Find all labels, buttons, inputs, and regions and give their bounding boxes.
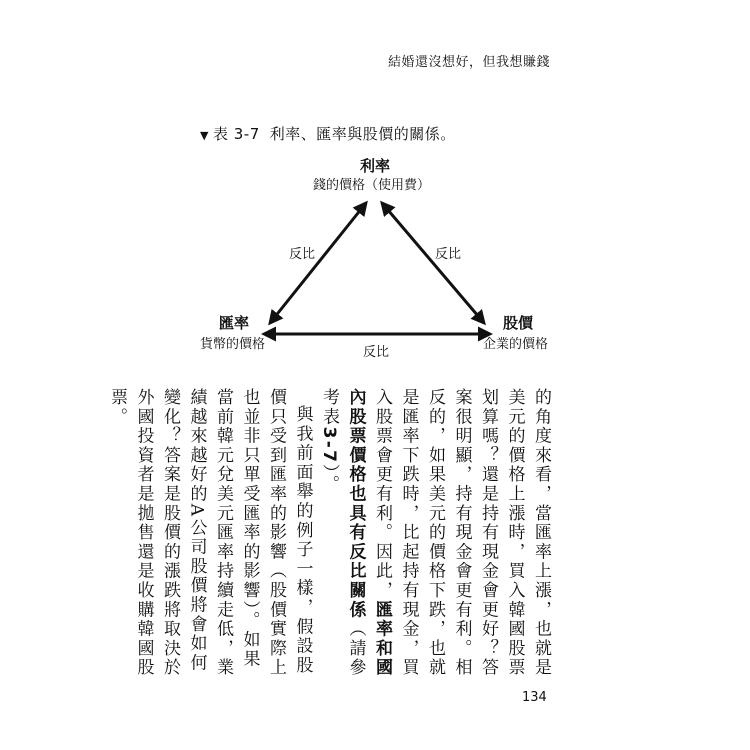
paragraph-text: 的角度來看，當匯率上漲，也就是美元的價格上漲時，買入韓國股票划算嗎？還是持有現金會更好？答案很明顯，持有現金會更有利。相反的，如果美元的價格下跌，也就是匯率下跌時，比起持有現金，買入股票會更有利。因此，	[372, 388, 551, 678]
edge-label-bottom: 反比	[363, 345, 390, 360]
node-interest-title: 利率	[360, 157, 391, 175]
triangle-marker-icon: ▼	[200, 129, 209, 142]
figure-reference: 3-7	[319, 426, 339, 465]
arrow-interest-exchange	[270, 203, 366, 323]
node-exchange-title: 匯率	[219, 314, 250, 332]
body-text	[104, 388, 555, 678]
paragraph	[316, 388, 555, 678]
emphasis-text: 匯率和國內股票價格也具有反比關係	[345, 388, 392, 678]
running-header: 結婚還沒想好，但我想賺錢	[387, 55, 550, 70]
node-interest-subtitle: 錢的價格（使用費）	[313, 178, 431, 193]
paragraph	[104, 388, 316, 678]
paragraph-text: ）。	[319, 464, 339, 495]
edge-label-left: 反比	[289, 247, 316, 262]
figure-label: 表 3-7	[212, 125, 260, 143]
node-stock-subtitle: 企業的價格	[483, 337, 549, 352]
edge-label-right: 反比	[435, 247, 462, 262]
page-number: 134	[522, 690, 547, 705]
paragraph-text: （請參考表	[319, 388, 366, 678]
node-stock-title: 股價	[503, 314, 534, 332]
paragraph-text: 與我前面舉的例子一樣，假設股價只受到匯率的影響（股價實際上也並非只單受匯率的影響）。如果當前韓元兌美元匯率持續走低，業績越來越好的A公司股價將會如何變化？答案是股價的漲跌將取決於外國投資者是拋售還是收購韓國股票。	[107, 388, 313, 678]
arrow-interest-stock	[382, 203, 484, 323]
node-exchange-subtitle: 貨幣的價格	[200, 337, 266, 352]
figure-title: 利率、匯率與股價的關係。	[269, 125, 456, 143]
